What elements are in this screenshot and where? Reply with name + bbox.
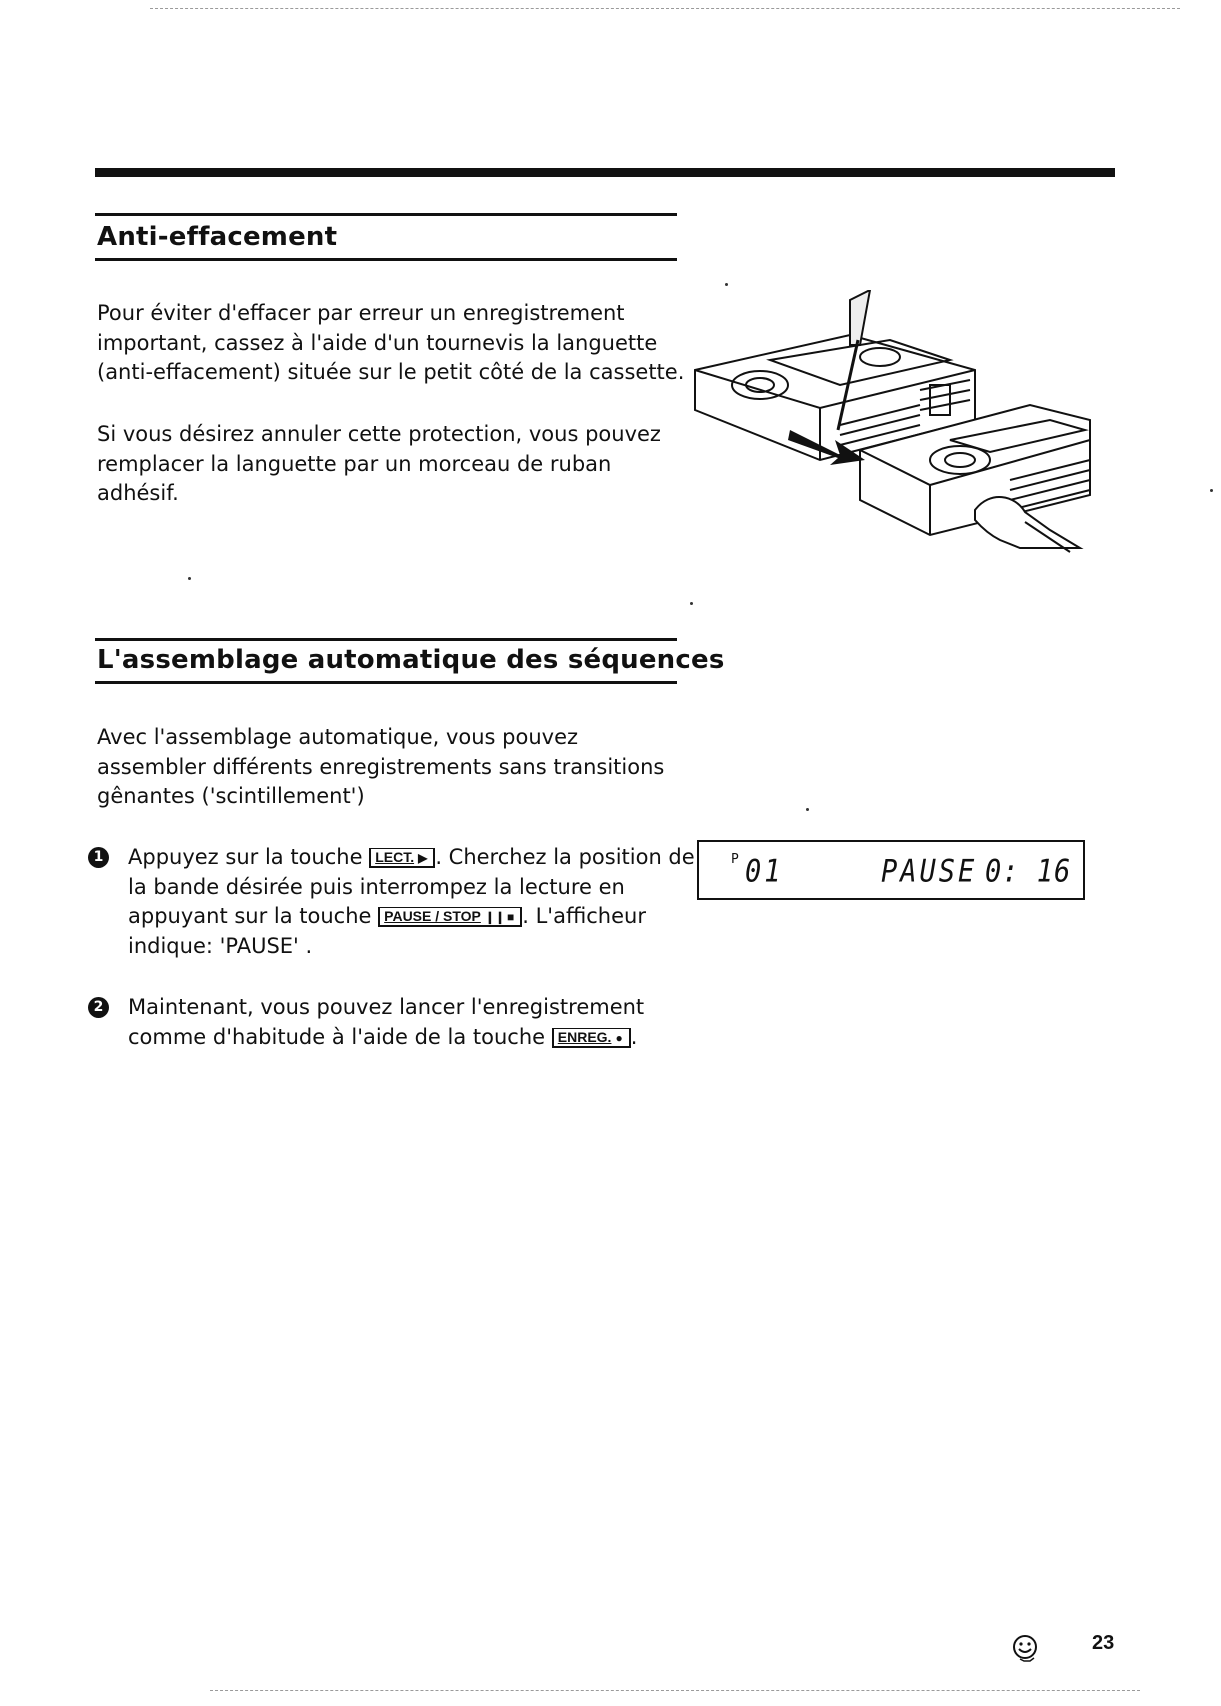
paragraph-anti-effacement-2: Si vous désirez annuler cette protection, vous pouvez remplacer la languette par un morceau de ruban adhésif. (97, 422, 661, 505)
scan-speck (188, 577, 191, 580)
paragraph-anti-effacement-1: Pour éviter d'effacer par erreur un enregistrement important, cassez à l'aide d'un tournevis la languette (anti-effacement) située sur le petit côté de la cassette. (97, 301, 685, 384)
display-time: 0: 16 (985, 853, 1072, 890)
screwdriver (850, 290, 870, 345)
key-lect-label: LECT. (375, 849, 415, 865)
step-1-text-a: Appuyez sur la touche (128, 845, 363, 869)
step-2-text-b: . (630, 1024, 638, 1049)
play-triangle-icon: ▶ (418, 851, 428, 865)
display-status: PAUSE (881, 853, 978, 890)
scan-speck (725, 283, 728, 286)
page-top-rule (95, 168, 1115, 177)
display-program-marker: P (731, 852, 739, 867)
step-number-1: 1 (88, 847, 109, 868)
key-pause-stop (378, 907, 522, 927)
section-title-anti-effacement: Anti-effacement (97, 222, 338, 252)
key-enreg (552, 1028, 631, 1048)
section-rule-top (95, 213, 677, 216)
section-rule-top (95, 638, 677, 641)
display-program: 01 (745, 853, 784, 890)
section-title-assemblage: L'assemblage automatique des séquences (97, 645, 725, 675)
step-1-text-c: . L'afficheur indique: 'PAUSE' . (128, 904, 646, 958)
key-pause-stop-label: PAUSE / STOP (384, 908, 481, 924)
cassette-tab-illustration (690, 290, 1100, 600)
stop-square-icon: ■ (507, 910, 515, 924)
scan-speck (806, 808, 809, 811)
page-number: 23 (1092, 1632, 1115, 1654)
scan-speck (1210, 489, 1213, 492)
vcr-display-panel (697, 840, 1085, 900)
paragraph-assemblage-intro: Avec l'assemblage automatique, vous pouvez assembler différents enregistrements sans transitions gênantes ('scintillement') (97, 725, 665, 808)
smiley-face-icon (1010, 1632, 1040, 1662)
section-rule-bottom (95, 258, 677, 261)
scan-speck (690, 602, 693, 605)
step-number-2: 2 (88, 997, 109, 1018)
scan-edge-top (150, 8, 1180, 9)
record-dot-icon: ● (615, 1030, 623, 1045)
key-lect (369, 848, 435, 868)
key-enreg-label: ENREG. (557, 1028, 612, 1045)
pause-icon: ❙❙ (484, 910, 505, 924)
step-1-text-b: . Cherchez la position de la bande désirée puis interrompez la lecture en appuyant sur la touche (128, 845, 695, 928)
scan-edge-bottom (210, 1690, 1140, 1691)
section-rule-bottom (95, 681, 677, 684)
step-2-text-a: Maintenant, vous pouvez lancer l'enregistrement comme d'habitude à l'aide de la touche (128, 995, 645, 1049)
step-2 (88, 993, 698, 1052)
step-1 (88, 843, 698, 961)
